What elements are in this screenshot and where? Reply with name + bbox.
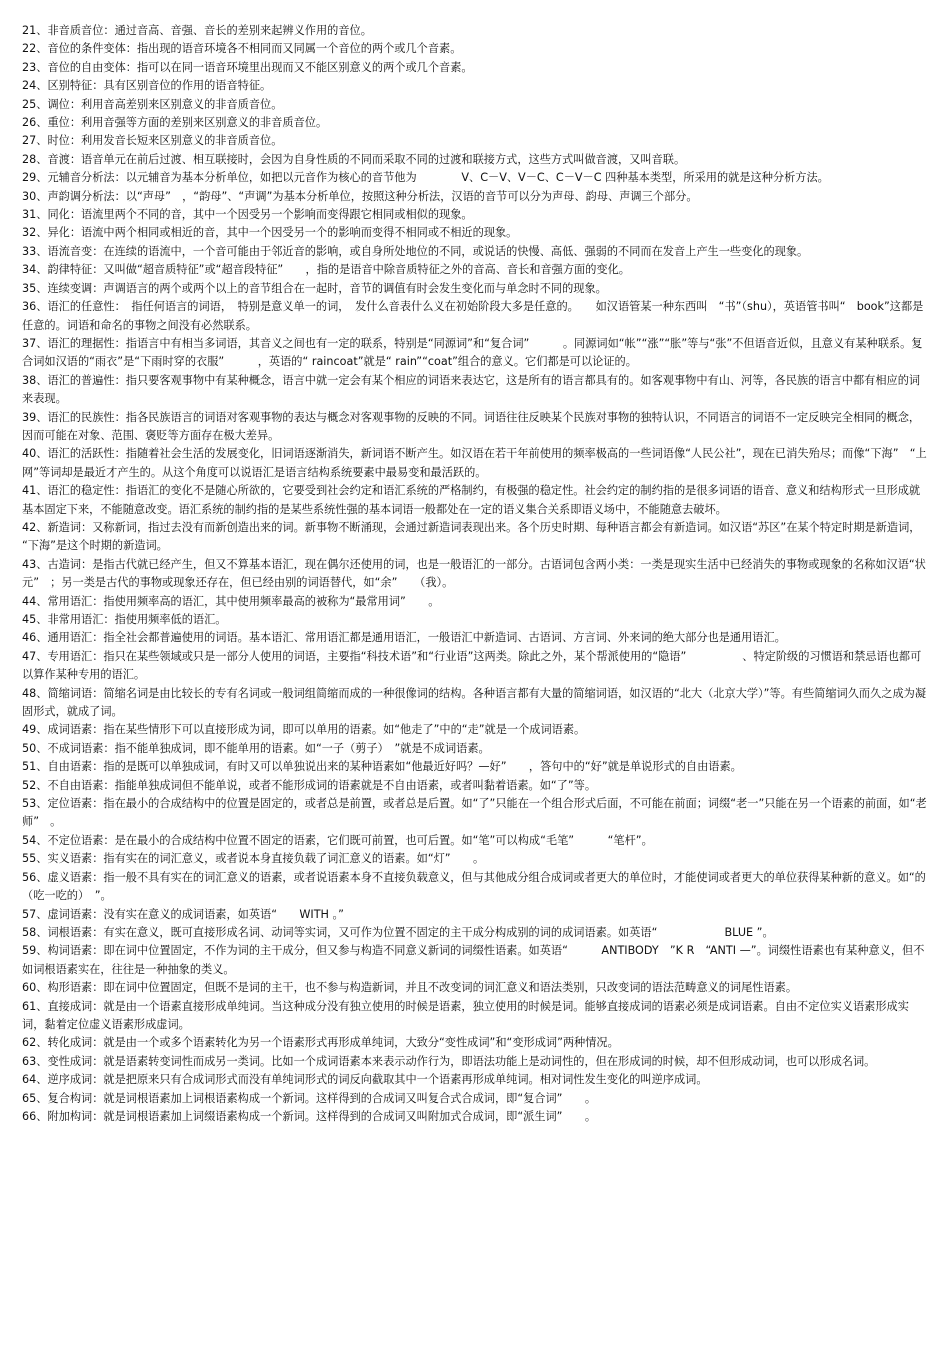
entry-text: 逆序成词：就是把原来只有合成词形式而没有单纯词形式的词反向截取其中一个语素再形成单纯词。相对词性发生变化的叫逆序成词。 — [47, 1073, 708, 1087]
entry-number: 26、 — [22, 116, 48, 130]
entry-number: 44、 — [22, 594, 48, 608]
entry-number: 52、 — [22, 778, 48, 792]
definition-entry — [22, 1053, 930, 1071]
entry-number: 50、 — [22, 741, 48, 755]
definition-entry — [22, 169, 930, 187]
entry-number: 60、 — [22, 981, 48, 995]
entry-text: 简缩词语：简缩名词是由比较长的专有名词或一般词组简缩而成的一种很像词的结构。各种语言都有大量的简缩词语，如汉语的“北大（北京大学）”等。有些简缩词久而久之成为凝固形式，就成了词。 — [22, 686, 927, 719]
entry-text: 语汇的任意性： 指任何语言的词语， 特别是意义单一的词， 发什么音表什么义在初始阶段大多是任意的。 如汉语管某一种东西叫 “书”（shu），英语管书叫“ book”这都是任意的。词语和命名的事物之间没有必然联系。 — [22, 300, 924, 332]
entry-number: 58、 — [22, 925, 48, 939]
entry-number: 34、 — [22, 263, 48, 277]
entry-number: 29、 — [22, 171, 48, 185]
definition-entry — [22, 243, 930, 261]
entry-text: 专用语汇：指只在某些领域或只是一部分人使用的词语，主要指“科技术语”和“行业语”这两类。除此之外，某个帮派使用的“隐语” 、特定阶级的习惯语和禁忌语也都可以算作某种专用的语汇。 — [22, 649, 922, 682]
entry-number: 21、 — [22, 24, 48, 37]
definition-entry — [22, 758, 930, 776]
entry-text: 附加构词：就是词根语素加上词缀语素构成一个新词。这样得到的合成词又叫附加式合成词，即“派生词” 。 — [47, 1109, 597, 1123]
definition-entry — [22, 942, 930, 979]
entry-number: 41、 — [22, 484, 48, 498]
entry-text: 非常用语汇：指使用频率低的语汇。 — [47, 613, 227, 626]
definition-entry — [22, 482, 930, 519]
entry-number: 57、 — [22, 907, 48, 921]
definition-entry — [22, 777, 930, 795]
entry-text: 成词语素：指在某些情形下可以直接形成为词，即可以单用的语素。如“他走了”中的“走”就是一个成词语素。 — [47, 723, 586, 737]
definition-entry — [22, 1034, 930, 1052]
definition-entry — [22, 335, 930, 372]
entry-text: 连续变调：声调语言的两个或两个以上的音节组合在一起时，音节的调值有时会发生变化而与单念时不同的现象。 — [47, 281, 607, 295]
definition-entry — [22, 40, 930, 58]
entry-text: 语流音变：在连续的语流中，一个音可能由于邻近音的影响，或自身所处地位的不同，或说话的快慢、高低、强弱的不同而在发音上产生一些变化的现象。 — [47, 244, 809, 258]
entry-number: 40、 — [22, 447, 48, 461]
entry-number: 28、 — [22, 152, 48, 166]
definition-entry — [22, 132, 930, 150]
entry-text: 直接成词：就是由一个语素直接形成单纯词。当这种成分没有独立使用的时候是语素，独立使用的时候是词。能够直接成词的语素必须是成词语素。自由不定位实义语素形成实词，黏着定位虚义语素形成虚词。 — [22, 999, 909, 1031]
definition-entry — [22, 556, 930, 593]
definition-entry — [22, 648, 930, 685]
entry-number: 54、 — [22, 833, 48, 847]
entry-text: 实义语素：指有实在的词汇意义，或者说本身直接负载了词汇意义的语素。如“灯” 。 — [47, 852, 485, 866]
definition-entry — [22, 924, 930, 942]
definition-entry — [22, 795, 930, 832]
document-page — [22, 22, 930, 1126]
entry-number: 45、 — [22, 613, 48, 626]
definition-entry — [22, 96, 930, 114]
entry-text: 重位：利用音强等方面的差别来区别意义的非音质音位。 — [47, 116, 328, 130]
entry-text: 构词语素：即在词中位置固定，不作为词的主干成分，但又参与构造不同意义新词的词缀性语素。如英语“ ANTIBODY ”K R “ANTI —”。词缀性语素也有某种意义，但不如词根语素实在，往往是一种抽象的类义。 — [22, 944, 925, 976]
definition-entry — [22, 906, 930, 924]
entry-number: 35、 — [22, 281, 48, 295]
entry-number: 59、 — [22, 944, 48, 958]
entry-number: 51、 — [22, 760, 48, 774]
definition-entry — [22, 224, 930, 242]
definition-entry — [22, 685, 930, 722]
entry-number: 61、 — [22, 999, 48, 1013]
entry-text: 韵律特征：又叫做“超音质特征”或“超音段特征” ，指的是语音中除音质特征之外的音高、音长和音强方面的变化。 — [47, 263, 630, 277]
entry-text: 古造词：是指古代就已经产生，但又不算基本语汇，现在偶尔还使用的词，也是一般语汇的一部分。古语词包含两小类：一类是现实生活中已经消失的事物或现象的名称如汉语“状元” ；另一类是古代的事物或现象还存在，但已经由别的词语替代，如“余” （我）。 — [22, 557, 926, 590]
definition-entry — [22, 979, 930, 997]
entry-number: 32、 — [22, 226, 48, 240]
definition-entry — [22, 261, 930, 279]
definition-entry — [22, 740, 930, 758]
definition-list — [22, 22, 930, 1126]
entry-text: 语汇的普遍性：指只要客观事物中有某种概念，语言中就一定会有某个相应的词语来表达它，这是所有的语言都具有的。如客观事物中有山、河等，各民族的语言中都有相应的词来表现。 — [22, 373, 921, 406]
definition-entry — [22, 77, 930, 95]
entry-text: 复合构词：就是词根语素加上词根语素构成一个新词。这样得到的合成词又叫复合式合成词，即“复合词” 。 — [47, 1091, 597, 1105]
definition-entry — [22, 409, 930, 446]
entry-text: 音位的自由变体：指可以在同一语音环境里出现而又不能区别意义的两个或几个音素。 — [47, 60, 473, 74]
entry-text: 非音质音位：通过音高、音强、音长的差别来起辨义作用的音位。 — [47, 24, 372, 37]
entry-number: 65、 — [22, 1091, 48, 1105]
entry-number: 22、 — [22, 42, 48, 56]
entry-number: 47、 — [22, 649, 48, 663]
entry-number: 33、 — [22, 244, 48, 258]
entry-number: 64、 — [22, 1073, 48, 1087]
entry-text: 通用语汇：指全社会都普遍使用的词语。基本语汇、常用语汇都是通用语汇，一般语汇中新造词、古语词、方言词、外来词的绝大部分也是通用语汇。 — [47, 631, 786, 645]
entry-number: 55、 — [22, 852, 48, 866]
definition-entry — [22, 593, 930, 611]
entry-text: 虚义语素：指一般不具有实在的词汇意义的语素，或者说语素本身不直接负载意义，但与其他成分组合成词或者更大的单位时，才能使词或者更大的单位获得某种新的意义。如“的（吃一吃的） ”。 — [22, 870, 926, 903]
entry-text: 不成词语素：指不能单独成词，即不能单用的语素。如“一子（剪子） ”就是不成词语素。 — [47, 741, 490, 755]
entry-text: 元辅音分析法：以元辅音为基本分析单位，如把以元音作为核心的音节他为 V、C－V、V－C、C－V－C 四种基本类型，所采用的就是这种分析方法。 — [47, 171, 829, 185]
entry-text: 自由语素：指的是既可以单独成词，有时又可以单独说出来的某种语素如“他最近好吗？—好” ，答句中的“好”就是单说形式的自由语素。 — [47, 760, 742, 774]
entry-number: 48、 — [22, 686, 48, 700]
entry-text: 调位：利用音高差别来区别意义的非音质音位。 — [47, 97, 283, 111]
entry-text: 不定位语素：是在最小的合成结构中位置不固定的语素，它们既可前置，也可后置。如“笔”可以构成“毛笔” “笔杆”。 — [47, 833, 653, 847]
definition-entry — [22, 22, 930, 40]
entry-text: 音渡：语音单元在前后过渡、相互联接时，会因为自身性质的不同而采取不同的过渡和联接方式，这些方式叫做音渡，又叫音联。 — [47, 152, 686, 166]
definition-entry — [22, 998, 930, 1035]
entry-number: 31、 — [22, 208, 48, 222]
entry-number: 27、 — [22, 134, 48, 148]
entry-number: 36、 — [22, 300, 48, 314]
entry-text: 虚词语素：没有实在意义的成词语素，如英语“ WITH 。” — [47, 907, 344, 921]
definition-entry — [22, 1090, 930, 1108]
definition-entry — [22, 721, 930, 739]
definition-entry — [22, 372, 930, 409]
entry-text: 常用语汇：指使用频率高的语汇，其中使用频率最高的被称为“最常用词” 。 — [47, 594, 440, 608]
entry-text: 语汇的民族性：指各民族语言的词语对客观事物的表达与概念对客观事物的反映的不同。词语往往反映某个民族对事物的独特认识，不同语言的词语不一定反映完全相同的概念，因而可能在对象、范围、褒贬等方面存在极大差异。 — [22, 410, 921, 442]
entry-number: 37、 — [22, 336, 48, 350]
entry-text: 语汇的理据性：指语言中有相当多词语，其音义之间也有一定的联系，特别是“同源词”和“复合词” 。同源词如“帐”“涨”“胀”等与“张”不但语音近似，且意义有某种联系。复合词如汉语的“雨衣”是“下雨时穿的衣服” ，英语的“ raincoat”就是“ rain”“coat”组合的意义。它们都是可以论证的。 — [22, 336, 923, 369]
definition-entry — [22, 519, 930, 556]
entry-number: 49、 — [22, 723, 48, 737]
entry-text: 声韵调分析法：以“声母” ，“韵母”、“声调”为基本分析单位，按照这种分析法，汉语的音节可以分为声母、韵母、声调三个部分。 — [47, 189, 698, 203]
definition-entry — [22, 280, 930, 298]
entry-number: 38、 — [22, 373, 48, 387]
definition-entry — [22, 1071, 930, 1089]
definition-entry — [22, 1108, 930, 1126]
entry-text: 转化成词：就是由一个或多个语素转化为另一个语素形式再形成单纯词，大致分“变性成词”和“变形成词”两种情况。 — [47, 1036, 619, 1050]
entry-text: 语汇的稳定性：指语汇的变化不是随心所欲的，它要受到社会约定和语汇系统的严格制约，有极强的稳定性。社会约定的制约指的是很多词语的语音、意义和结构形式一旦形成就基本固定下来，不能随意改变。语汇系统的制约指的是某些系统性强的基本词语一般都处在一定的语义集合关系即语义场中，不能随意去破坏。 — [22, 484, 921, 516]
entry-text: 同化：语流里两个不同的音，其中一个因受另一个影响而变得跟它相同或相似的现象。 — [47, 208, 473, 222]
definition-entry — [22, 445, 930, 482]
entry-number: 42、 — [22, 520, 48, 534]
entry-text: 语汇的活跃性：指随着社会生活的发展变化，旧词语逐渐消失，新词语不断产生。如汉语在若干年前使用的频率极高的一些词语像“人民公社”，现在已消失殆尽；而像“下海” “上网”等词却是最近才产生的。从这个角度可以说语汇是语言结构系统要素中最易变和最活跃的。 — [22, 447, 927, 479]
entry-number: 30、 — [22, 189, 48, 203]
entry-text: 不自由语素：指能单独成词但不能单说，或者不能形成词的语素就是不自由语素，或者叫黏着语素。如“了”等。 — [47, 778, 597, 792]
definition-entry — [22, 188, 930, 206]
entry-number: 56、 — [22, 870, 48, 884]
entry-text: 构形语素：即在词中位置固定，但既不是词的主干，也不参与构造新词，并且不改变词的词汇意义和语法类别，只改变词的语法范畴意义的词尾性语素。 — [47, 981, 798, 995]
entry-text: 区别特征：具有区别音位的作用的语音特征。 — [47, 79, 272, 93]
entry-text: 异化：语流中两个相同或相近的音，其中一个因受另一个的影响而变得不相同或不相近的现象。 — [47, 226, 518, 240]
definition-entry — [22, 629, 930, 647]
entry-number: 46、 — [22, 631, 48, 645]
entry-number: 63、 — [22, 1054, 48, 1068]
definition-entry — [22, 298, 930, 335]
definition-entry — [22, 206, 930, 224]
definition-entry — [22, 114, 930, 132]
entry-number: 66、 — [22, 1109, 48, 1123]
entry-number: 24、 — [22, 79, 48, 93]
entry-text: 定位语素：指在最小的合成结构中的位置是固定的，或者总是前置，或者总是后置。如“了”只能在一个组合形式后面，不可能在前面；词缀“老一”只能在另一个语素的前面，如“老师” 。 — [22, 797, 927, 829]
definition-entry — [22, 59, 930, 77]
definition-entry — [22, 869, 930, 906]
entry-number: 43、 — [22, 557, 48, 571]
entry-number: 39、 — [22, 410, 48, 424]
entry-number: 62、 — [22, 1036, 48, 1050]
definition-entry — [22, 611, 930, 629]
entry-text: 时位：利用发音长短来区别意义的非音质音位。 — [47, 134, 283, 148]
entry-text: 新造词：又称新词，指过去没有而新创造出来的词。新事物不断涌现，会通过新造词表现出来。各个历史时期、每种语言都会有新造词。如汉语“苏区”在某个特定时期是新造词， “下海”是这个时期的新造词。 — [22, 520, 927, 553]
entry-number: 23、 — [22, 60, 48, 74]
entry-number: 25、 — [22, 97, 48, 111]
definition-entry — [22, 151, 930, 169]
definition-entry — [22, 850, 930, 868]
entry-text: 词根语素：有实在意义，既可直接形成名词、动词等实词，又可作为位置不固定的主干成分构成别的词的成词语素。如英语“ BLUE ”。 — [47, 925, 774, 939]
entry-text: 变性成词：就是语素转变词性而成另一类词。比如一个成词语素本来表示动作行为，即语法功能上是动词性的，但在形成词的时候，却不但形成动词，也可以形成名词。 — [47, 1054, 876, 1068]
definition-entry — [22, 832, 930, 850]
entry-text: 音位的条件变体：指出现的语音环境各不相同而又同属一个音位的两个或几个音素。 — [47, 42, 462, 56]
entry-number: 53、 — [22, 797, 48, 811]
